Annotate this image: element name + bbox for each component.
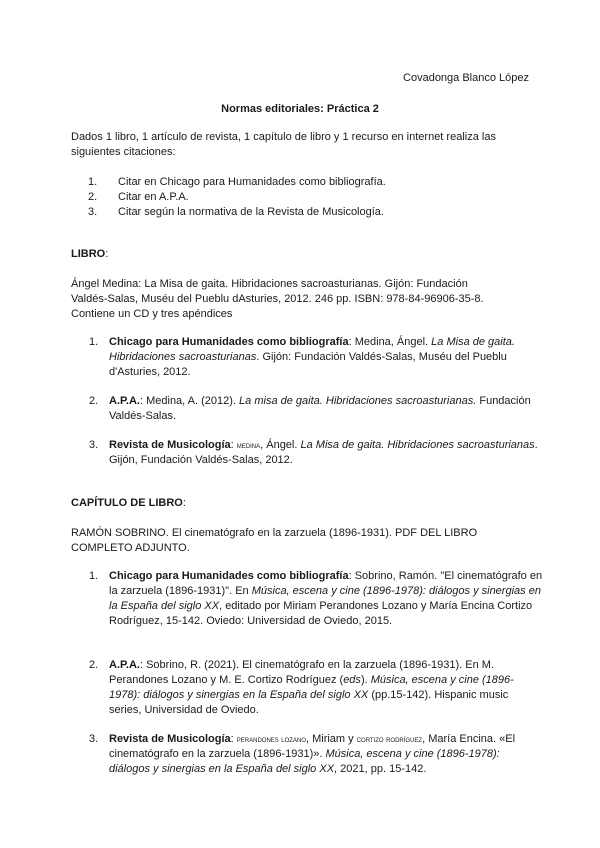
author-name: Covadonga Blanco López [403,72,529,84]
citation-title: Música, escena y cine (1896-1978): diálogos y sinergias en la España del siglo XX [109,585,541,612]
citation-text: Fundación Valdés-Salas. [109,395,531,422]
heading-text: CAPÍTULO DE LIBRO [71,497,183,509]
citation-label: Revista de Musicología [109,439,231,451]
citation-label: Revista de Musicología [109,733,231,745]
list-number: 2. [89,395,99,407]
citation-text: : Sobrino, Ramón. "El cinematógrafo en la zarzuela (1896-1931)". En [109,570,543,597]
citation-title: Música, escena y cine (1896-1978): diálogos y sinergias en la España del siglo XX [109,674,514,701]
citation-text: , editado por Miriam Perandones Lozano y María Encina Cortizo Rodríguez, 15-142. Oviedo: Universidad de Oviedo, 2015. [109,600,533,627]
citation-text: ). [360,674,371,686]
citation-text: , María Encina. «El cinematógrafo en la zarzuela (1896-1931)». [109,733,516,760]
intro-line: siguientes citaciones: [71,146,176,158]
citation-entry [83,335,543,380]
citation-text: , 2021, pp. 15-142. [334,763,427,775]
citation-entry [83,438,543,468]
citation-label: Chicago para Humanidades como bibliografía [109,336,349,348]
heading-colon: : [105,248,109,260]
list-number: 3. [88,206,98,218]
heading-colon: : [182,497,186,509]
citation-title: La Misa de gaita. Hibridaciones sacroasturianas [109,336,515,363]
list-text: Citar en Chicago para Humanidades como bibliografía. [118,176,386,188]
citation-title: La misa de gaita. Hibridaciones sacroasturianas. [239,395,477,407]
citation-title: Música, escena y cine (1896-1978): diálogos y sinergias en la España del siglo XX [109,748,500,775]
list-number: 1. [89,570,99,582]
list-text: Citar según la normativa de la Revista de Musicología. [118,206,384,218]
source-line: Valdés-Salas, Muséu del Pueblu dAsturies, 2012. 246 pp. ISBN: 978-84-96906-35-8. [71,293,484,305]
intro-paragraph [71,130,531,160]
citation-text: (pp.15-142). Hispanic music series, Universidad de Oviedo. [109,689,509,716]
list-number: 3. [89,733,99,745]
citation-label: A.P.A. [109,395,140,407]
citation-entry [83,394,543,424]
citation-entry [83,569,543,629]
section-heading-libro [71,248,108,260]
source-reference [71,526,541,556]
citation-text: : [230,439,237,451]
section-heading-capitulo [71,497,186,509]
citation-text: : [230,733,237,745]
citation-text: . Gijón: Fundación Valdés-Salas, Muséu del Pueblu d'Asturies, 2012. [109,351,507,378]
source-line: COMPLETO ADJUNTO. [71,542,190,554]
list-number: 1. [89,336,99,348]
intro-line: Dados 1 libro, 1 artículo de revista, 1 capítulo de libro y 1 recurso en internet realiza las [71,131,496,143]
list-number: 2. [89,659,99,671]
citation-text: : Medina, Ángel. [348,336,432,348]
list-text: Citar en A.P.A. [118,191,189,203]
source-line: RAMÓN SOBRINO. El cinematógrafo en la zarzuela (1896-1931). PDF DEL LIBRO [71,527,478,539]
citation-label: A.P.A. [109,659,140,671]
heading-text: LIBRO [71,248,106,260]
author-small-caps: medina [236,440,261,450]
citation-text: : Sobrino, R. (2021). El cinematógrafo en la zarzuela (1896-1931). En M. Perandones Lozano y M. E. Cortizo Rodríguez ( [109,659,495,686]
author-small-caps: perandones lozano [236,734,306,744]
citation-abbrev: eds [343,674,361,686]
citation-text: , Miriam y [305,733,357,745]
citation-entry [83,658,543,718]
citation-text: : Medina, A. (2012). [139,395,240,407]
source-line: Contiene un CD y tres apéndices [71,308,233,320]
source-reference [71,277,541,322]
list-number: 2. [88,191,98,203]
citation-text: . Gijón, Fundación Valdés-Salas, 2012. [109,439,538,466]
citation-text: , Ángel. [260,439,301,451]
page-title: Normas editoriales: Práctica 2 [221,103,379,115]
list-number: 3. [89,439,99,451]
citation-title: La Misa de gaita. Hibridaciones sacroasturianas [300,439,535,451]
list-number: 1. [88,176,98,188]
citation-entry [83,732,543,777]
citation-label: Chicago para Humanidades como bibliografía [109,570,349,582]
source-line: Ángel Medina: La Misa de gaita. Hibridaciones sacroasturianas. Gijón: Fundación [71,278,468,290]
author-small-caps: cortizo rodríguez [356,734,423,744]
